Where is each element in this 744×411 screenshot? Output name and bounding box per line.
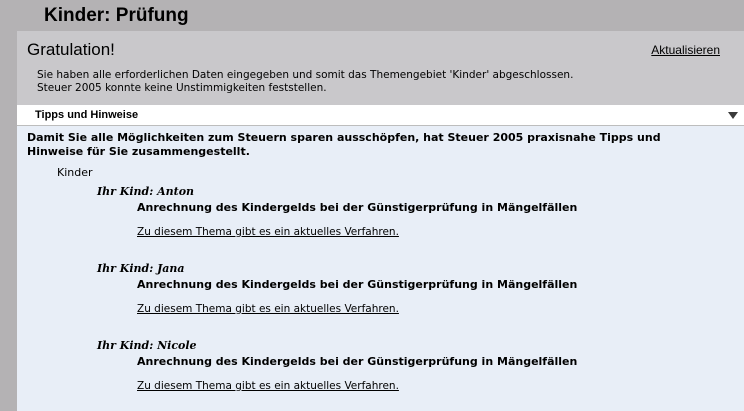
procedure-link[interactable]: Zu diesem Thema gibt es ein aktuelles Verfahren. — [137, 226, 399, 238]
child-topic: Anrechnung des Kindergelds bei der Günstigerprüfung in Mängelfällen — [137, 278, 578, 291]
congratulation-box — [17, 31, 744, 105]
child-name: Ihr Kind: Nicole — [97, 339, 197, 352]
procedure-link[interactable]: Zu diesem Thema gibt es ein aktuelles Verfahren. — [137, 303, 399, 315]
content-panel — [17, 31, 744, 411]
child-name: Ihr Kind: Anton — [97, 185, 195, 198]
page-title: Kinder: Prüfung — [44, 5, 189, 26]
tips-intro-line: Hinweise für Sie zusammengestellt. — [27, 145, 250, 158]
tips-intro — [27, 131, 727, 159]
child-topic: Anrechnung des Kindergelds bei der Günstigerprüfung in Mängelfällen — [137, 201, 578, 214]
child-topic: Anrechnung des Kindergelds bei der Günstigerprüfung in Mängelfällen — [137, 355, 578, 368]
child-entry — [17, 339, 744, 409]
procedure-link[interactable]: Zu diesem Thema gibt es ein aktuelles Verfahren. — [137, 380, 399, 392]
child-name: Ihr Kind: Jana — [97, 262, 185, 275]
triangle-down-icon[interactable] — [728, 112, 738, 119]
child-entry — [17, 185, 744, 255]
congratulation-message-line: Steuer 2005 konnte keine Unstimmigkeiten feststellen. — [37, 82, 327, 94]
tips-intro-line: Damit Sie alle Möglichkeiten zum Steuern sparen ausschöpfen, hat Steuer 2005 praxisnahe Tipps und — [27, 131, 661, 144]
tips-section-header[interactable] — [17, 105, 744, 126]
congratulation-message — [37, 69, 573, 95]
refresh-link[interactable]: Aktualisieren — [651, 43, 720, 57]
child-entry — [17, 262, 744, 332]
congratulation-title: Gratulation! — [27, 40, 115, 59]
tips-section-title: Tipps und Hinweise — [35, 109, 139, 121]
congratulation-message-line: Sie haben alle erforderlichen Daten eingegeben und somit das Themengebiet 'Kinder' abgeschlossen. — [37, 69, 574, 81]
section-label-kinder: Kinder — [57, 166, 93, 179]
